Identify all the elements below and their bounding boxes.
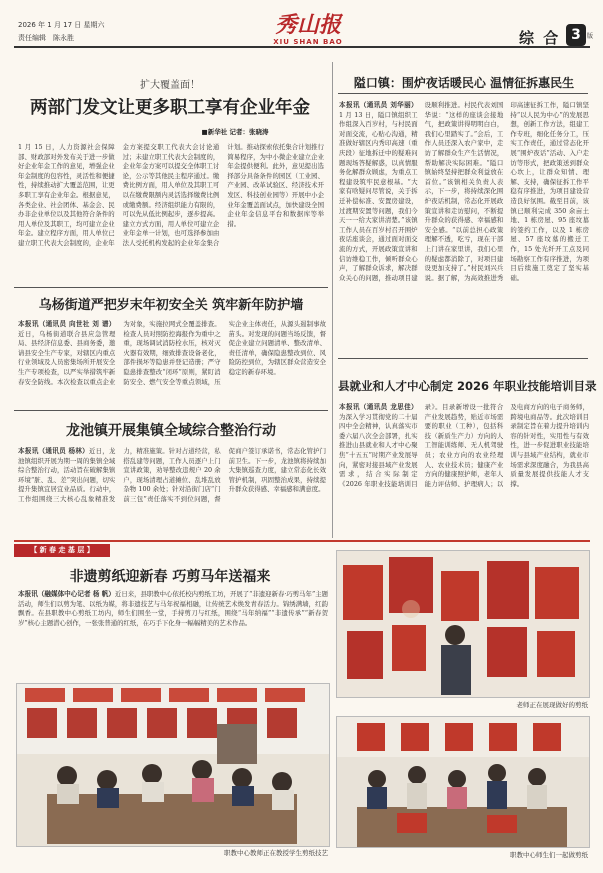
article1-body: 1 月 15 日，人力资源社会保障部、财政部对外发布关于进一步做好企业年金工作的意见，增强企业年金制度的包容性，灵活性和便捷性，持续推动扩大覆盖范围，让更多职工享有企业年金。根据意见，各类企业、社会团体、基金会、民办非企业单位以及其他符合条件的用人单位及其职工，均可建立企业年金。建立程序方面，用人单位已建立职工代表大会制度的，企业年金方案提交职工代表大会讨论通过；未建立职工代表大会制度的，企业年金方案可以提交全体职工讨论，公示等其他民主程序通过。缴费比例方面，用人单位及其职工可以在缴费限额内灵活选择缴费比例或缴费额。经济组织能力有限的，可以先从低比例起步，逐步提高。建立方式方面，用人单位可建立企业年金单一计划，也可选择参加由法人受托机构发起的企业年金集合计划。推动探索依托集合计划推行简易程序，为中小微企业建立企业年金提供便利。此外，意见提出选择部分具备条件的园区（工业园、产业园、改革试验区、经济技术开发区、科技创业园等）开展中小企业年金覆盖面试点，加快建设全国企业年金信息平台和数据库等举措。 xyxy=(18,143,324,247)
caption-bottom-photo: 职教中心师生们一起做剪纸 xyxy=(510,851,588,859)
caption-top-photo: 老师正在展现做好的剪纸 xyxy=(516,701,588,709)
article3-title: 乌杨街道严把岁末年初安全关 筑牢新年防护墙 xyxy=(38,298,304,313)
article2-title: 隘口镇：围炉夜话暖民心 温情征拆惠民生 xyxy=(353,76,575,90)
article3-text: 近日，乌杨街道联合县应急管理局、县经济信息委、县商务委，邀请县安全生产专家，对辖区内重点行业领域及人员密集场所开展安全生产专项检查，以严实举措筑牢新春安全防线。本次检查以重点企业为对象，实施拉网式全覆盖排查。检查人员对照防控海报作为重中之重，现场调试消防栓水压，核对灭火器有效期，细致排查设备老化，部件损坏等隐患并登记造册；严守隐患排查整改“闭环”原则，紧盯消防安全、燃气安全等重点领域，压实企业主体责任，从源头遏制事故苗头。对发现的问题当场反馈，督促企业建立问题清单、整改清单、责任清单，确保隐患整改到位、风险防控到位，为辖区群众营造安全稳定的新春环境。 xyxy=(18,320,326,386)
article4-text: 近日，龙池镇组织开展为期一周的集镇全域综合整治行动，活动旨在破解集镇环境“脏、乱、差”突出问题，切实提升集镇宜居宜业品质。行动中，工作组围绕三大核心乱象精准发力，精准施策。针对占道经营，私搭乱建等问题，工作人员逐户上门宣讲政策，劝导整改违规户 20 余户，现场清理占道摊位、乱堆乱放杂物 100 余处；针对沿街门店“门前三包”责任落实不到位问题，督促商户签订承诺书，常态化管护门前卫生。下一步，龙池镇将持续加大集镇巡查力度，建立常态化长效管护机制，巩固整治成果，持续提升群众获得感、幸福感和满意度。 xyxy=(18,447,326,503)
article6-title: 非遗剪纸迎新春 巧剪马年送福来 xyxy=(69,569,271,585)
masthead-logo: 秀山报 xyxy=(274,12,341,38)
editor-line: 责任编辑 陈永胜 xyxy=(18,34,74,42)
photo-papercut-display xyxy=(336,550,590,698)
article6-body xyxy=(18,590,328,650)
divider-art6-top xyxy=(14,540,590,542)
article6-tag: 【 新 春 走 基 层 】 xyxy=(14,544,110,557)
divider-art4-top xyxy=(14,410,328,411)
masthead-rule xyxy=(14,46,590,48)
divider-art3-top xyxy=(14,287,328,288)
section-name: 综 合 xyxy=(519,29,561,47)
article1-source: ■新华社 记者：张晓涛 xyxy=(201,128,269,136)
photo-group-illustration xyxy=(337,717,589,847)
article4-title: 龙池镇开展集镇全域综合整治行动 xyxy=(66,423,276,439)
article5-body xyxy=(339,403,589,537)
article5-byline: 本报讯（通讯员 龙思佳） xyxy=(339,403,418,411)
photo-papercut-illustration xyxy=(337,551,589,697)
article4-byline: 本报讯（通讯员 杨林） xyxy=(18,447,90,455)
article2-byline: 本报讯（通讯员 刘华丽） xyxy=(339,101,418,109)
caption-main-photo: 职教中心教师正在教授学生剪纸技艺 xyxy=(224,849,328,857)
article5-text: 为深入学习贯彻党的二十届四中全会精神，认真落实市委六届八次全会部署，扎实推进山县就业和人才中心聚焦“十五五”时期产业发展导向，紧密对接县域产业发展需求，结合实际制定《2026 年职业技能培训目录》。目录新增设一批符合产业发展趋势，贴近市场需要的职业（工种），包括科技（新质生产力）方向的人工智能训练师、无人机驾驶员；农业方向的农业经理人、农业技术员；健康产业方向的健康照护师，老年人能力评估师、护理病人；以及电商方向的电子商务师，跨境电商品等。此次培训目录制定旨在着力提升培训内容的针对性，实用性与有效性，进一步促进职业技能培训与县域产业结构，就业市场需求深度融合，为我县高质量发展提供技能人才支撑。 xyxy=(339,403,589,488)
article2-body xyxy=(339,101,589,353)
divider-art5-top xyxy=(338,358,588,359)
article1-title: 两部门发文让更多职工享有企业年金 xyxy=(30,98,310,118)
page-number-badge xyxy=(566,24,586,46)
issue-date: 2026 年 1 月 17 日 星期六 xyxy=(18,21,105,29)
article6-text: 近日来，县职教中心依托校内剪纸工坊，开展了“非遗迎新春·巧剪马年”主题活动，师生们以剪为笔、以纸为媒，将非遗技艺与马年祝福相融，让传统艺术焕发青春活力。锦绣满墙，红韵飘香。在县职教中心剪纸工坊内，师生们围坐一堂，手持剪刀与红纸，围绕“马年纳福”“非遗传承”“新春贺岁”核心主题潜心创作，一张张普通的红纸，在巧手下化身一幅幅精美的艺术作品。 xyxy=(18,590,328,627)
photo-classroom-illustration xyxy=(17,684,329,846)
photo-group xyxy=(336,716,590,848)
article2-text: 1 月 13 日，隘口镇组织工作组深入百岁村，与村民面对面交流，心贴心沟通，精准做好辖区内秀印高速（重庆段）征地拆迁中的疑难问题现场答疑解惑，以真情服务化解群众顾虑，为重点工程建设筑牢民意根基。“大家有啥疑问尽管说，关于拆迁补偿标准、安置房建设，过渡期安置等问题，我们今天一一给大家讲清楚。”该镇工作人员在百岁村召开围炉夜话座谈会，通过面对面交流的方式，开展政策宣讲和信访维稳工作，倾听群众心声，了解群众诉求，解决群众关心的问题，推动项目建设顺利推进。村民代表刘国华说：“这样的座谈会接地气，把政策讲得明明白白，我们心里踏实了。”会后，工作人员还深入农户家中，走访了解群众生产生活情况，帮助解决实际困难。“隘口镇始终坚持把群众利益放在首位。”该镇相关负责人表示，下一步，将持续深化围炉夜话机制，常态化开展政策宣讲和走访慰问，不断提升群众的获得感、幸福感和安全感。“以前总担心政策理解不透，吃亏，现在干部上门讲在家里讲，我们心里的疑虑都消除了，对项目建设更加支持了。”村民刘兴兵说。据了解，为高效推进秀印高速征拆工作，隘口镇坚持“以人民为中心”的发展思想，创新工作方法，组建工作专班，细化任务分工，压实工作责任，通过常态化开展“围炉夜话”活动、入户走访等形式，把政策送到群众心坎上，让群众知情、理解、支持，确保征拆工作平稳有序推进，为项目建设营造良好氛围。截至目前，该镇已顺利完成 350 余亩土地、1 栋房屋、95 座坟墓的签约工作，以及 1 栋房屋、57 座坟墓的搬迁工作，15 处光纤开工点及同场勘察工作有序推进，为项目后续施工奠定了坚实基础。 xyxy=(339,101,589,282)
article6-byline: 本报讯（融媒体中心记者 杨 帆） xyxy=(18,590,115,598)
article1-kicker: 扩大覆盖面！ xyxy=(140,80,200,91)
photo-classroom xyxy=(16,683,330,847)
page-number: 3 xyxy=(571,27,581,43)
masthead-pinyin: XIU SHAN BAO xyxy=(273,38,343,46)
article2-rule xyxy=(338,93,588,94)
article4-body xyxy=(18,447,326,533)
page-unit: 版 xyxy=(587,33,594,40)
divider-vertical-bottom xyxy=(332,360,333,538)
article3-body xyxy=(18,320,326,406)
article3-byline: 本报讯（通讯员 向世社 刘 谱） xyxy=(18,320,116,328)
article5-title: 县就业和人才中心制定 2026 年职业技能培训目录 xyxy=(338,379,597,393)
divider-vertical-top xyxy=(332,62,333,407)
